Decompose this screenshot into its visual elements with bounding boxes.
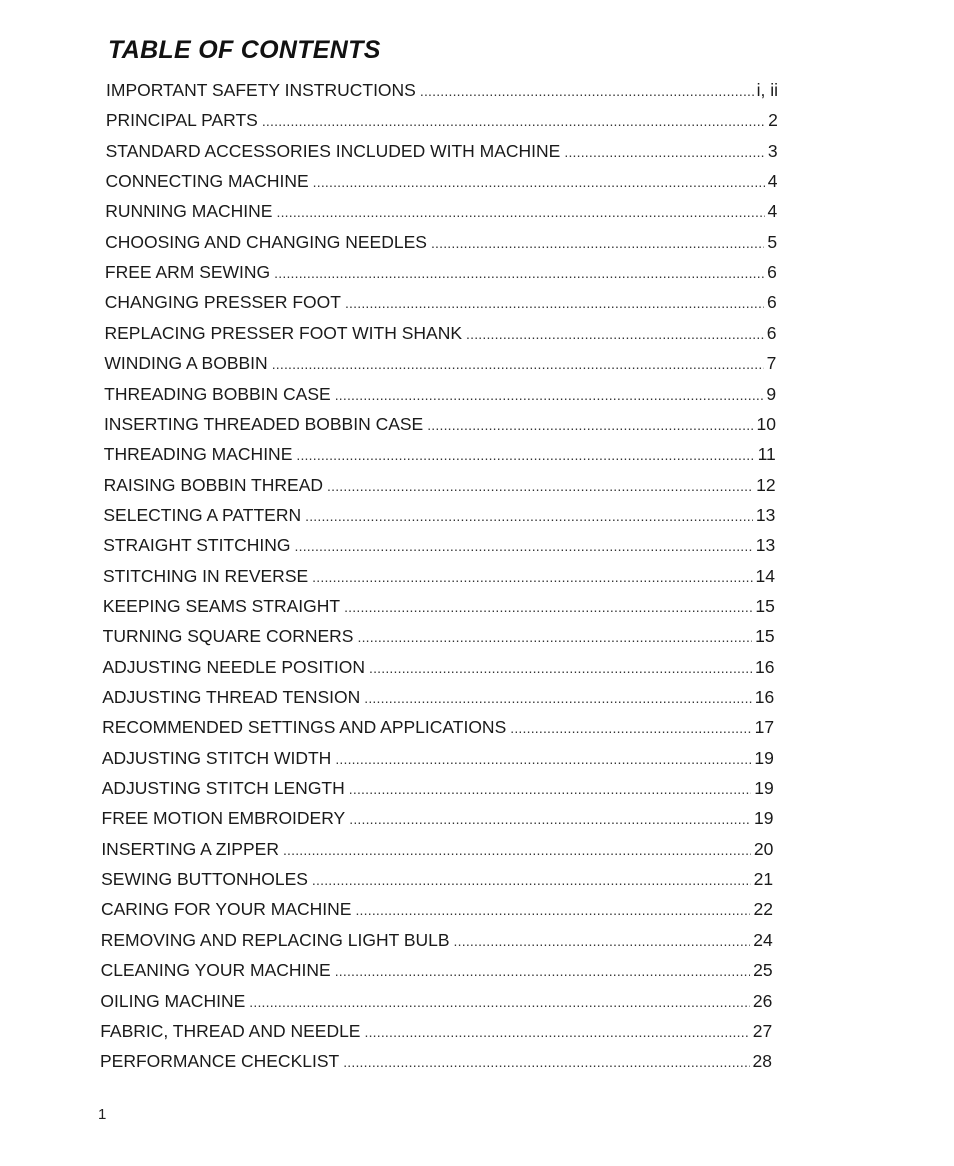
toc-entry: [105, 169, 777, 193]
dot-leader: [295, 534, 753, 558]
toc-entry: [105, 321, 777, 345]
dot-leader: [364, 1020, 749, 1044]
toc-entry-page: 14: [755, 565, 775, 586]
toc-entry: [104, 473, 776, 497]
toc-entry: [105, 260, 777, 284]
toc-entry-title: CONNECTING MACHINE: [105, 171, 309, 192]
dot-leader: [349, 807, 751, 831]
dot-leader: [335, 747, 751, 771]
toc-entry: [104, 351, 776, 375]
toc-entry-page: 19: [754, 778, 774, 799]
toc-entry: [102, 806, 774, 830]
dot-leader: [262, 109, 765, 133]
toc-entry-page: 21: [753, 869, 774, 890]
toc-entry: [103, 564, 775, 588]
toc-entry-title: RECOMMENDED SETTINGS AND APPLICATIONS: [102, 717, 507, 738]
dot-leader: [283, 838, 751, 862]
toc-entry-page: 6: [766, 322, 777, 343]
toc-entry-title: IMPORTANT SAFETY INSTRUCTIONS: [106, 80, 416, 100]
toc-entry-title: CHANGING PRESSER FOOT: [104, 292, 341, 313]
dot-leader: [357, 625, 752, 649]
toc-entry-page: 11: [757, 444, 776, 465]
toc-entry-title: THREADING BOBBIN CASE: [104, 383, 331, 404]
toc-entry-page: 28: [752, 1051, 772, 1072]
page-number: 1: [98, 1106, 107, 1123]
toc-entry-page: 7: [766, 353, 777, 374]
dot-leader: [276, 200, 764, 224]
dot-leader: [327, 474, 753, 498]
toc-entry: [102, 776, 774, 800]
toc-entry: [100, 1049, 772, 1073]
dot-leader: [272, 352, 764, 376]
toc-entry: [105, 290, 777, 314]
toc-entry-title: FABRIC, THREAD AND NEEDLE: [100, 1020, 361, 1041]
toc-entry-title: REMOVING AND REPLACING LIGHT BULB: [100, 929, 450, 950]
dot-leader: [305, 504, 753, 528]
toc-entry-page: 6: [767, 262, 777, 283]
toc-entry: [101, 928, 773, 952]
dot-leader: [431, 231, 764, 255]
toc-entry-title: WINDING A BOBBIN: [104, 353, 268, 374]
dot-leader: [274, 261, 764, 285]
toc-entry-title: SEWING BUTTONHOLES: [101, 869, 308, 890]
toc-entry: [103, 503, 775, 527]
dot-leader: [344, 595, 752, 619]
toc-entry: [105, 199, 777, 223]
toc-entry-title: ADJUSTING STITCH WIDTH: [101, 747, 332, 768]
toc-entry: [106, 108, 778, 132]
toc-entry-title: ADJUSTING NEEDLE POSITION: [102, 656, 365, 677]
toc-entry: [101, 867, 773, 891]
toc-entry: [104, 412, 776, 436]
toc-entry-page: 19: [754, 808, 774, 829]
toc-entry-title: CLEANING YOUR MACHINE: [100, 960, 331, 981]
dot-leader: [335, 959, 750, 983]
dot-leader: [427, 413, 753, 437]
toc-entry-title: KEEPING SEAMS STRAIGHT: [102, 595, 341, 616]
dot-leader: [454, 929, 751, 953]
toc-entry-page: 12: [756, 474, 776, 495]
toc-entry-title: CHOOSING AND CHANGING NEEDLES: [105, 231, 427, 252]
dot-leader: [510, 716, 751, 740]
toc-entry-page: 25: [753, 960, 773, 981]
toc-entry: [104, 382, 776, 406]
toc-entry-page: 13: [755, 535, 776, 556]
dot-leader: [345, 291, 764, 315]
toc-entry-title: STANDARD ACCESSORIES INCLUDED WITH MACHINE: [105, 140, 561, 161]
toc-entry-page: 2: [768, 110, 778, 131]
toc-entry-page: 15: [755, 626, 775, 647]
toc-entry: [101, 837, 773, 861]
toc-entry-title: TURNING SQUARE CORNERS: [102, 626, 354, 647]
toc-entry: [102, 655, 774, 679]
dot-leader: [369, 656, 752, 680]
toc-entry: [101, 958, 773, 982]
dot-leader: [296, 443, 754, 467]
toc-entry-title: ADJUSTING THREAD TENSION: [102, 687, 361, 707]
toc-entry: [102, 685, 774, 709]
toc-entry-page: 16: [754, 687, 775, 707]
toc-entry-title: INSERTING THREADED BOBBIN CASE: [103, 413, 424, 434]
toc-entry: [104, 442, 776, 466]
dot-leader: [313, 170, 765, 194]
toc-entry-page: 20: [753, 838, 774, 859]
toc-entry: [103, 594, 775, 618]
dot-leader: [355, 898, 750, 922]
toc-entry-page: 24: [753, 929, 773, 950]
toc-entry-title: OILING MACHINE: [100, 990, 246, 1011]
toc-entry-page: 10: [756, 413, 776, 434]
toc-entry: [102, 715, 774, 739]
toc-entry-title: RAISING BOBBIN THREAD: [103, 474, 324, 495]
toc-entry-page: 19: [754, 747, 774, 768]
toc-entry-title: SELECTING A PATTERN: [103, 504, 302, 525]
toc-entry-page: 4: [767, 201, 778, 222]
dot-leader: [335, 383, 764, 407]
dot-leader: [249, 990, 750, 1014]
toc-entry-page: 6: [766, 292, 777, 313]
toc-entry-page: 4: [767, 171, 778, 192]
toc-entry-title: CARING FOR YOUR MACHINE: [100, 899, 352, 920]
toc-entry-title: FREE MOTION EMBROIDERY: [101, 808, 346, 829]
toc-entry: [105, 230, 777, 254]
toc-entry: [100, 1019, 772, 1043]
toc-entry: [103, 533, 775, 557]
toc-entry-page: 17: [754, 717, 775, 738]
toc-entry: [103, 624, 775, 648]
toc-entry-page: i, ii: [756, 80, 778, 100]
toc-entry-title: STITCHING IN REVERSE: [103, 565, 309, 586]
toc-entry-page: 15: [755, 595, 775, 616]
page-title: TABLE OF CONTENTS: [108, 36, 381, 64]
toc-entry-page: 3: [767, 140, 778, 161]
toc-entry-page: 9: [766, 383, 777, 404]
toc-entry-page: 22: [753, 899, 773, 920]
toc-entry-page: 26: [752, 990, 773, 1011]
toc-entry-title: PERFORMANCE CHECKLIST: [100, 1051, 340, 1072]
toc-entry-title: STRAIGHT STITCHING: [103, 535, 291, 556]
toc-entry-title: FREE ARM SEWING: [104, 262, 271, 283]
dot-leader: [564, 140, 765, 164]
toc-entry-page: 5: [767, 231, 778, 252]
dot-leader: [343, 1050, 749, 1074]
toc-entry-page: 13: [755, 504, 776, 525]
toc-entry: [102, 746, 774, 770]
toc-entry-title: RUNNING MACHINE: [105, 201, 273, 222]
toc-entry-page: 16: [754, 656, 775, 677]
dot-leader: [466, 322, 764, 346]
dot-leader: [364, 686, 752, 710]
toc-entry-title: THREADING MACHINE: [103, 444, 293, 465]
toc-entry: [106, 139, 778, 163]
toc-entry-title: REPLACING PRESSER FOOT WITH SHANK: [104, 322, 463, 343]
toc-entry: [101, 897, 773, 921]
toc-entry: [106, 78, 778, 102]
toc-entry: [100, 989, 772, 1013]
toc-entry-page: 27: [752, 1020, 773, 1041]
dot-leader: [349, 777, 751, 801]
dot-leader: [312, 565, 752, 589]
toc-entry-title: PRINCIPAL PARTS: [105, 110, 258, 131]
dot-leader: [420, 79, 754, 103]
toc-entry-title: ADJUSTING STITCH LENGTH: [101, 778, 345, 799]
dot-leader: [312, 868, 751, 892]
toc-entry-title: INSERTING A ZIPPER: [101, 838, 279, 859]
